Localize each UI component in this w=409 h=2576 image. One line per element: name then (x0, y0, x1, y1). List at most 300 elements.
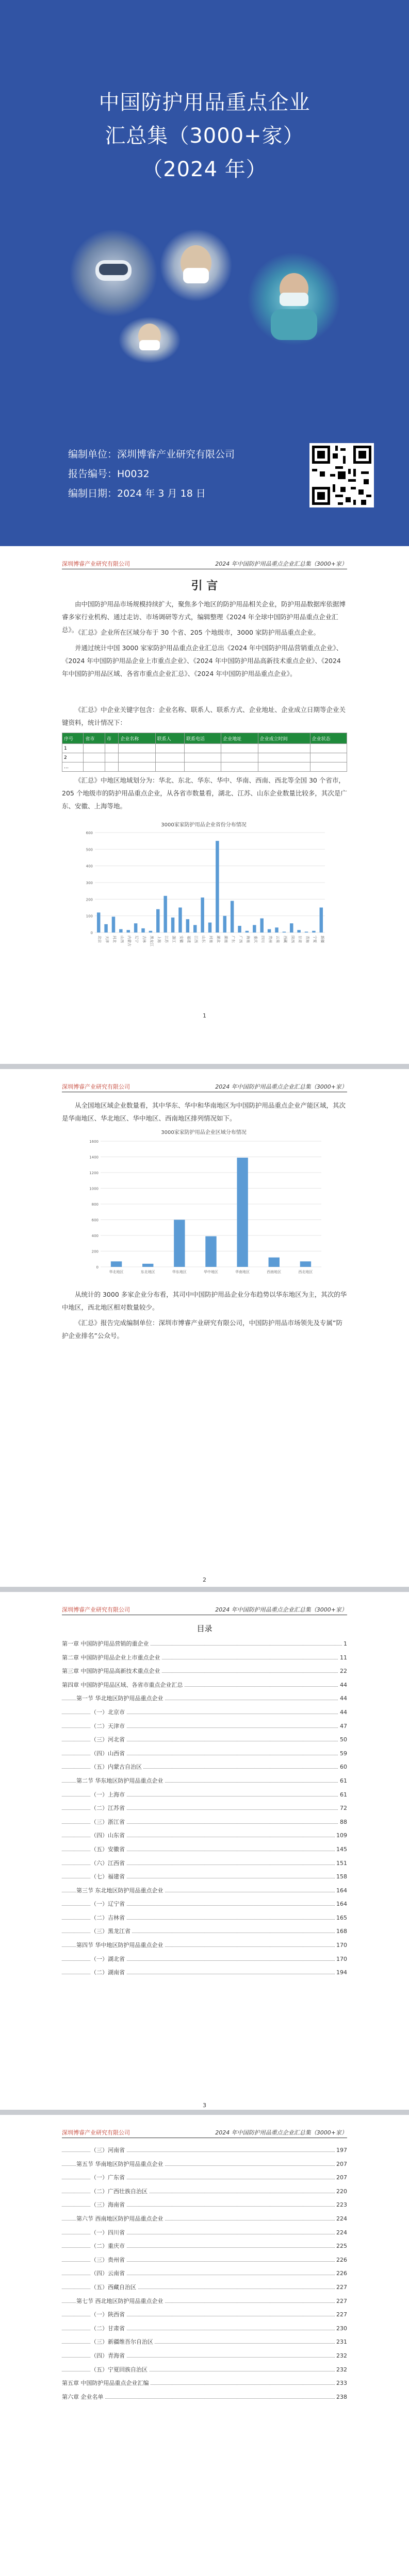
intro-paragraph-5: 《汇总》中地区地域划分为：华北、东北、华东、华中、华南、西南、西北等全国 30 个省市，205 个地级市的防护用品重点企业，从各省市数量看，湖北、江苏、山东企业数量比较多，其次是广东、安徽、上海等地。 (62, 776, 347, 810)
toc-entry-label: （四）山西省 (91, 1747, 126, 1761)
table-cell (105, 753, 119, 762)
table-header-cell: 序号 (62, 733, 84, 744)
bar (216, 841, 219, 933)
toc-page-2 (0, 2115, 409, 2576)
table-cell (119, 753, 155, 762)
toc-entry-page: 165 (335, 1911, 347, 1925)
x-tick-label: 海南 (246, 936, 250, 943)
bar (260, 919, 263, 933)
toc-entry-page: 238 (335, 2391, 347, 2404)
y-tick-label: 400 (86, 864, 93, 869)
toc-entry-page: 60 (338, 1760, 347, 1774)
region-chart (80, 1127, 328, 1281)
toc-entry-page: 224 (335, 2226, 347, 2240)
toc-entry-label: （三）贵州省 (91, 2253, 126, 2267)
cover-title-line3: （2024 年） (142, 158, 267, 181)
bar (246, 931, 249, 933)
toc-entry[interactable] (62, 2391, 347, 2404)
toc-entry[interactable] (62, 2281, 347, 2295)
toc-entry-page: 168 (335, 1925, 347, 1939)
toc-entry[interactable] (62, 1679, 347, 1692)
x-tick-label: 陕西 (290, 936, 295, 943)
toc-entry-page: 220 (335, 2185, 347, 2199)
toc-entry-label: （二）重庆市 (91, 2240, 126, 2253)
toc-entry-label: 第六章 企业名单 (62, 2391, 105, 2404)
page-number: 3 (203, 2102, 206, 2109)
toc-entry-page: 47 (338, 1720, 347, 1734)
table-cell (185, 744, 221, 753)
toc-entry-label: 第一节 华北地区防护用品重点企业 (76, 1692, 165, 1706)
x-tick-label: 云南 (275, 936, 280, 943)
toc-entry-page: 224 (335, 2212, 347, 2226)
table-header-cell: 企业名称 (119, 733, 155, 744)
toc-entry-label: （四）山东省 (91, 1829, 126, 1843)
x-tick-label: 安徽 (179, 936, 184, 943)
toc-entry-label: （一）四川省 (91, 2226, 126, 2240)
page-header (62, 2128, 347, 2138)
toc-entry-label: 第二章 中国防护用品企业上市重点企业 (62, 1651, 162, 1665)
toc-entry[interactable] (62, 2308, 347, 2322)
toc-entry-page: 170 (335, 1939, 347, 1953)
toc-entry[interactable] (62, 2335, 347, 2349)
bar (268, 929, 271, 933)
toc-entry[interactable] (62, 2253, 347, 2267)
cover-title-line1: 中国防护用品重点企业 (99, 91, 310, 114)
table-cell (221, 744, 258, 753)
bar (193, 925, 197, 933)
x-tick-label: 华南地区 (235, 1270, 250, 1274)
header-report-title: 2024 年中国防护用品重点企业汇总集（3000+家） (215, 1606, 347, 1613)
bar (208, 923, 211, 933)
toc-entry-page: 232 (335, 2349, 347, 2363)
x-tick-label: 内蒙古 (127, 936, 132, 946)
toc-entry[interactable] (62, 1829, 347, 1843)
bar (269, 1258, 280, 1267)
x-tick-label: 天津 (105, 936, 109, 943)
toc-page (0, 1592, 409, 2110)
table-header-cell: 联系人 (155, 733, 184, 744)
x-tick-label: 黑龙江 (149, 936, 154, 946)
toc-entry-label: 第一章 中国防护用品营销的重企业 (62, 1637, 151, 1651)
bar (186, 919, 189, 933)
header-company: 深圳博睿产业研究有限公司 (62, 1606, 130, 1613)
table-cell (258, 762, 310, 772)
province-bar-chart (77, 819, 330, 958)
toc-entry-label: （二）甘肃省 (91, 2322, 126, 2336)
toc-entry[interactable] (62, 1733, 347, 1747)
toc-entry-page: 61 (338, 1774, 347, 1788)
y-tick-label: 300 (86, 881, 93, 885)
bar (205, 1236, 216, 1267)
toc-entry-page: 72 (338, 1802, 347, 1816)
province-chart (77, 819, 330, 958)
x-tick-label: 重庆 (253, 936, 258, 943)
x-tick-label: 华东地区 (172, 1270, 187, 1274)
table-cell (84, 744, 105, 753)
bar (127, 930, 130, 933)
toc-entry-page: 50 (338, 1733, 347, 1747)
toc-entry-page: 11 (338, 1651, 347, 1665)
table-cell (119, 762, 155, 772)
toc-entry-page: 227 (335, 2308, 347, 2322)
table-cell (84, 753, 105, 762)
toc-entry[interactable] (62, 2267, 347, 2281)
toc-entry-label: 第七节 西北地区防护用品重点企业 (76, 2295, 165, 2309)
toc-entry-page: 233 (335, 2377, 347, 2391)
toc-entry[interactable] (62, 2212, 347, 2226)
toc-entry-page: 227 (335, 2295, 347, 2309)
x-tick-label: 西南地区 (267, 1270, 282, 1274)
bar (320, 908, 323, 933)
table-cell (258, 753, 310, 762)
bar (156, 909, 159, 933)
toc-entry[interactable] (62, 2377, 347, 2391)
toc-entry[interactable] (62, 2185, 347, 2199)
y-tick-label: 600 (86, 831, 93, 835)
header-report-title: 2024 年中国防护用品重点企业汇总集（3000+家） (215, 2129, 347, 2136)
toc-entry-page: 207 (335, 2158, 347, 2172)
toc-list-continued (62, 2144, 347, 2404)
toc-entry[interactable] (62, 2322, 347, 2336)
toc-entry-page: 22 (338, 1665, 347, 1679)
bar (275, 927, 278, 933)
toc-entry-page: 194 (335, 1966, 347, 1980)
x-tick-label: 辽宁 (135, 936, 139, 943)
x-tick-label: 江苏 (164, 936, 169, 943)
bar (111, 1261, 122, 1267)
y-tick-label: 0 (96, 1265, 99, 1269)
toc-entry-label: （五）宁夏回族自治区 (91, 2363, 149, 2377)
x-tick-label: 四川 (260, 936, 265, 943)
x-tick-label: 宁夏 (313, 936, 317, 943)
toc-entry-page: 223 (335, 2198, 347, 2212)
toc-entry-page: 44 (338, 1706, 347, 1720)
table-cell (155, 744, 184, 753)
x-tick-label: 山东 (201, 936, 206, 943)
bar (305, 931, 308, 933)
intro-paragraph-3: 并通过统计中国 3000 家家防护用品重点企业汇总出《2024 年中国防护用品营销重点企业》、《2024 年中国防护用品企业上市重点企业》、《2024 年中国防护用品高新技术重点企业》、《2024 年中国防护用品区域、各省市重点企业汇总》、《2024 年中国防护用品重点企业》。 (62, 644, 343, 677)
bar (178, 908, 182, 933)
toc-entry-label: （五）西藏自治区 (91, 2281, 138, 2295)
chart-title: 3000家家防护用品企业省份分布情况 (161, 822, 247, 828)
toc-entry[interactable] (62, 2363, 347, 2377)
bar (237, 1158, 248, 1267)
bar (119, 929, 122, 933)
toc-entry-label: （一）北京市 (91, 1706, 126, 1720)
table-cell (119, 744, 155, 753)
y-tick-label: 200 (86, 897, 93, 902)
toc-entry[interactable] (62, 1870, 347, 1884)
page-header (62, 560, 347, 569)
toc-entry-page: 44 (338, 1679, 347, 1692)
bar (283, 931, 286, 933)
x-tick-label: 上海 (157, 936, 161, 943)
y-tick-label: 1600 (89, 1140, 99, 1144)
table-cell (105, 744, 119, 753)
header-report-title: 2024 年中国防护用品重点企业汇总集（3000+家） (215, 1083, 347, 1090)
y-tick-label: 800 (91, 1202, 99, 1207)
toc-entry-label: 第三章 中国防护用品高新技术重点企业 (62, 1665, 162, 1679)
toc-entry[interactable] (62, 1911, 347, 1925)
toc-entry-label: （一）湖北省 (91, 1953, 126, 1967)
toc-entry-page: 164 (335, 1897, 347, 1911)
toc-entry[interactable] (62, 1953, 347, 1967)
toc-entry-label: （四）青海省 (91, 2349, 126, 2363)
cover-org: 编制单位：深圳博睿产业研究有限公司 (68, 449, 235, 460)
toc-entry-label: （一）辽宁省 (91, 1897, 126, 1911)
toc-entry-label: 第六节 西南地区防护用品重点企业 (76, 2212, 165, 2226)
table-row (62, 744, 347, 753)
bar (223, 916, 226, 933)
bar (231, 901, 234, 933)
bar (104, 924, 107, 933)
table-cell (310, 762, 347, 772)
toc-entry-page: 231 (335, 2335, 347, 2349)
toc-entry-page: 59 (338, 1747, 347, 1761)
toc-entry-page: 1 (342, 1637, 347, 1651)
toc-entry-page: 226 (335, 2253, 347, 2267)
table-cell (155, 762, 184, 772)
table-cell (310, 744, 347, 753)
toc-entry-page: 170 (335, 1953, 347, 1967)
toc-entry-page: 226 (335, 2267, 347, 2281)
toc-entry[interactable] (62, 2144, 347, 2158)
x-tick-label: 华北地区 (109, 1270, 124, 1274)
toc-entry-label: （二）江苏省 (91, 1802, 126, 1816)
toc-entry-page: 88 (338, 1816, 347, 1829)
toc-entry[interactable] (62, 1774, 347, 1788)
toc-entry-label: （五）内蒙古自治区 (91, 1760, 143, 1774)
y-tick-label: 400 (91, 1234, 99, 1238)
x-tick-label: 华中地区 (204, 1270, 218, 1274)
table-header-row (62, 733, 347, 744)
y-tick-label: 1000 (89, 1187, 99, 1191)
table-cell (185, 762, 221, 772)
toc-entry-page: 225 (335, 2240, 347, 2253)
toc-entry[interactable] (62, 1651, 347, 1665)
toc-entry-page: 158 (335, 1870, 347, 1884)
bar (253, 925, 256, 933)
bar (134, 923, 137, 933)
toc-entry-label: （二）广西壮族自治区 (91, 2185, 149, 2199)
toc-entry[interactable] (62, 1788, 347, 1802)
table-row (62, 753, 347, 762)
toc-entry[interactable] (62, 1816, 347, 1829)
toc-entry-label: （三）浙江省 (91, 1816, 126, 1829)
bar (142, 1264, 153, 1267)
toc-entry[interactable] (62, 2349, 347, 2363)
toc-entry[interactable] (62, 2198, 347, 2212)
region-paragraph-1: 从全国地区域企业数量看，其中华东、华中和华南地区为中国防护用品重点企业产能区域，其次是华南地区、华北地区、华中地区、西南地区排列情况如下。 (62, 1101, 346, 1122)
toc-entry-page: 145 (335, 1843, 347, 1857)
region-paragraph-3: 《汇总》报告完成编制单位：深圳市博睿产业研究有限公司，中国防护用品市场领先及专属“防护企业排名”公众号。 (62, 1319, 342, 1340)
toc-entry[interactable] (62, 1939, 347, 1953)
intro-paragraph-2: 《汇总》企业所在区域分布于 30 个省、205 个地级市，3000 家防护用品重点企业。 (75, 629, 320, 636)
bar (297, 930, 300, 933)
x-tick-label: 西藏 (283, 936, 287, 943)
toc-entry-label: （五）安徽省 (91, 1843, 126, 1857)
header-company: 深圳博睿产业研究有限公司 (62, 561, 130, 567)
toc-entry-label: （二）天津市 (91, 1720, 126, 1734)
intro-paragraph-1: 由中国防护用品市场规模持续扩大，聚焦多个地区的防护用品相关企业，防护用品数据库依据博睿多家行业机构、通过走访、市场调研等方式，编辑整理《2024 年全球中国防护用品重点企业汇总》。 (62, 600, 346, 634)
table-cell (155, 753, 184, 762)
x-tick-label: 江西 (194, 936, 199, 943)
region-page (0, 1069, 409, 1587)
y-tick-label: 1200 (89, 1171, 99, 1175)
toc-entry[interactable] (62, 1706, 347, 1720)
table-cell (221, 762, 258, 772)
bar (312, 931, 315, 933)
table-header-cell: 企业地址 (221, 733, 258, 744)
toc-entry[interactable] (62, 1637, 347, 1651)
table-header-cell: 联系电话 (185, 733, 221, 744)
header-company: 深圳博睿产业研究有限公司 (62, 1083, 130, 1090)
toc-entry-label: （一）广东省 (91, 2171, 126, 2185)
toc-entry-page: 44 (338, 1692, 347, 1706)
intro-page (0, 546, 409, 1064)
table-header-cell: 市 (105, 733, 119, 744)
toc-entry-label: 第三节 东北地区防护用品重点企业 (76, 1884, 165, 1898)
toc-entry[interactable] (62, 1665, 347, 1679)
toc-entry-page: 61 (338, 1788, 347, 1802)
bar (149, 931, 152, 933)
x-tick-label: 贵州 (268, 936, 273, 943)
intro-title: 引 言 (191, 580, 218, 592)
toc-entry-label: （三）河南省 (91, 2144, 126, 2158)
table-header-cell: 省市 (84, 733, 105, 744)
x-tick-label: 广东 (231, 936, 236, 943)
cover-photo-collage (67, 216, 356, 371)
page-header (62, 1082, 347, 1092)
toc-entry[interactable] (62, 1692, 347, 1706)
header-report-title: 2024 年中国防护用品重点企业汇总集（3000+家） (215, 561, 347, 567)
y-tick-label: 0 (90, 931, 93, 935)
table-cell: … (62, 762, 84, 772)
table-cell: 1 (62, 744, 84, 753)
x-tick-label: 甘肃 (298, 936, 302, 943)
bar (141, 928, 144, 933)
y-tick-label: 600 (91, 1218, 99, 1223)
bar (290, 923, 293, 933)
x-tick-label: 福建 (186, 936, 191, 943)
toc-entry-page: 227 (335, 2281, 347, 2295)
toc-entry-label: （四）云南省 (91, 2267, 126, 2281)
intro-paragraph-4: 《汇总》中企业关键字包含：企业名称、联系人、联系方式、企业地址、企业成立日期等企业关键资料，统计情况下： (62, 706, 346, 726)
y-tick-label: 200 (91, 1249, 99, 1254)
x-tick-label: 河南 (209, 936, 213, 943)
x-tick-label: 河北 (112, 936, 117, 943)
chart-title: 3000家家防护用品企业区域分布情况 (161, 1130, 247, 1136)
toc-entry-label: （三）河北省 (91, 1733, 126, 1747)
cover-report-no: 报告编号：H0032 (68, 468, 150, 480)
table-cell (221, 753, 258, 762)
toc-entry-label: 第五章 中国防护用品重点企业汇编 (62, 2377, 151, 2391)
toc-entry[interactable] (62, 2158, 347, 2172)
table-cell (258, 744, 310, 753)
toc-entry[interactable] (62, 2295, 347, 2309)
x-tick-label: 吉林 (142, 936, 146, 943)
toc-entry[interactable] (62, 1802, 347, 1816)
y-tick-label: 100 (86, 914, 93, 919)
bar (97, 912, 100, 933)
x-tick-label: 新疆 (320, 936, 324, 943)
toc-entry-label: （三）新疆维吾尔自治区 (91, 2335, 155, 2349)
toc-title: 目录 (197, 1624, 212, 1633)
x-tick-label: 湖北 (216, 936, 221, 943)
x-tick-label: 浙江 (172, 936, 176, 943)
toc-entry-label: （六）江西省 (91, 1857, 126, 1871)
x-tick-label: 山西 (120, 936, 124, 943)
bar (300, 1261, 311, 1267)
x-tick-label: 东北地区 (140, 1270, 155, 1274)
toc-entry-label: （三）黑龙江省 (91, 1925, 132, 1939)
toc-entry[interactable] (62, 1760, 347, 1774)
table-cell (84, 762, 105, 772)
page-header (62, 1605, 347, 1615)
toc-entry-label: （二）吉林省 (91, 1911, 126, 1925)
region-bar-chart (80, 1127, 328, 1281)
table-header-cell: 企业成立时间 (258, 733, 310, 744)
toc-entry-label: （七）福建省 (91, 1870, 126, 1884)
table-cell: 2 (62, 753, 84, 762)
toc-entry[interactable] (62, 1747, 347, 1761)
toc-entry[interactable] (62, 1720, 347, 1734)
toc-entry-page: 232 (335, 2363, 347, 2377)
toc-entry-label: 第二节 华东地区防护用品重点企业 (76, 1774, 165, 1788)
toc-entry[interactable] (62, 2171, 347, 2185)
toc-entry[interactable] (62, 2240, 347, 2253)
x-tick-label: 广西 (238, 936, 243, 943)
table-cell (185, 753, 221, 762)
toc-entry-page: 151 (335, 1857, 347, 1871)
bar (171, 918, 174, 933)
page-number: 1 (203, 1012, 206, 1019)
toc-entry-label: 第五节 华南地区防护用品重点企业 (76, 2158, 165, 2172)
cover-page (0, 0, 409, 546)
toc-entry-label: （三）海南省 (91, 2198, 126, 2212)
protective-gear-photo (67, 216, 356, 371)
bar (163, 896, 167, 933)
header-company: 深圳博睿产业研究有限公司 (62, 2129, 130, 2136)
toc-entry-label: （二）湖南省 (91, 1966, 126, 1980)
toc-entry-label: 第四章 中国防护用品区域、各省市重点企业汇总 (62, 1679, 185, 1692)
toc-entry-label: （一）上海市 (91, 1788, 126, 1802)
toc-entry[interactable] (62, 2226, 347, 2240)
bar (112, 917, 115, 933)
page-number: 2 (203, 1577, 206, 1583)
bar (238, 926, 241, 933)
toc-entry[interactable] (62, 1843, 347, 1857)
table-cell (310, 753, 347, 762)
table-row (62, 762, 347, 772)
toc-entry-page: 109 (335, 1829, 347, 1843)
region-paragraph-2: 从统计的 3000 多家企业分布看，其司中中国防护用品企业分布趋势以华东地区为主，其次的华中地区，西北地区相对数量较少。 (62, 1291, 347, 1311)
toc-entry-page: 230 (335, 2322, 347, 2336)
qr-code-icon (309, 443, 374, 507)
toc-entry-label: （一）陕西省 (91, 2308, 126, 2322)
toc-entry[interactable] (62, 1857, 347, 1871)
table-cell (105, 762, 119, 772)
cover-title-line2: 汇总集（3000+家） (105, 124, 304, 148)
toc-entry[interactable] (62, 1897, 347, 1911)
toc-entry-page: 207 (335, 2171, 347, 2185)
x-tick-label: 北京 (97, 936, 102, 943)
toc-entry[interactable] (62, 1925, 347, 1939)
y-tick-label: 1400 (89, 1155, 99, 1160)
toc-entry[interactable] (62, 1884, 347, 1898)
toc-entry[interactable] (62, 1966, 347, 1980)
bar (201, 897, 204, 933)
